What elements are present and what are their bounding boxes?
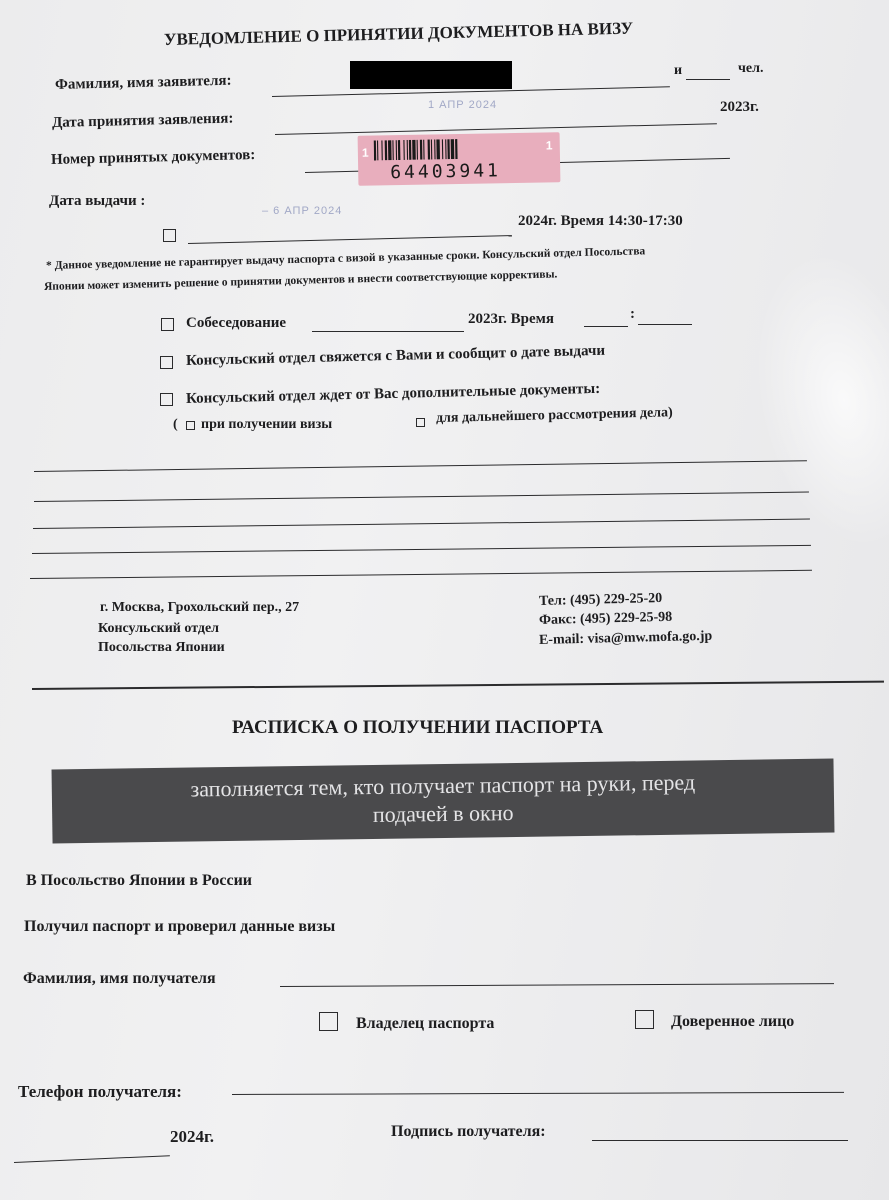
phone-label: Телефон получателя: <box>18 1082 182 1101</box>
suboption-visa: при получении визы <box>201 417 333 432</box>
barcode-bar <box>403 140 404 160</box>
instruction-banner <box>52 759 835 844</box>
barcode-bar <box>434 139 435 159</box>
barcode-bar <box>407 140 408 160</box>
date-accepted-stamp: 1 АПР 2024 <box>428 99 498 111</box>
signature-line[interactable] <box>592 1140 848 1141</box>
persons-label: чел. <box>738 61 764 76</box>
barcode-bar <box>447 139 450 159</box>
issue-date-label: Дата выдачи : <box>49 193 146 209</box>
barcode-bar <box>392 140 393 160</box>
additional-docs-checkbox[interactable] <box>160 393 173 406</box>
recipient-name-label: Фамилия, имя получателя <box>23 970 216 987</box>
date-accepted-year: 2023г. <box>720 99 759 115</box>
interview-checkbox[interactable] <box>161 318 174 331</box>
receipt-year: 2024г. <box>170 1127 215 1146</box>
redaction-block <box>350 61 512 89</box>
barcode-bar <box>445 139 446 159</box>
banner-line-2: подачей в окно <box>372 800 514 827</box>
paren-open: ( <box>173 417 178 432</box>
interview-hour-line[interactable] <box>584 326 628 327</box>
and-label: и <box>674 63 683 78</box>
sticker-mark-left: 1 <box>361 145 369 160</box>
contact-tel: Тел: (495) 229-25-20 <box>538 590 663 609</box>
barcode-bar <box>409 140 412 160</box>
notes-line-2[interactable] <box>34 492 809 502</box>
notes-line-5[interactable] <box>30 570 812 579</box>
contact-checkbox[interactable] <box>160 356 173 369</box>
suboption-visa-checkbox[interactable] <box>186 421 195 430</box>
addressee-line: В Посольство Японии в России <box>26 872 253 889</box>
doc-number-line-left <box>305 171 361 173</box>
owner-checkbox[interactable] <box>319 1012 338 1031</box>
barcode-bar <box>396 140 397 160</box>
persons-count-line[interactable] <box>686 79 730 80</box>
barcode-bar <box>374 140 377 160</box>
barcode-bar <box>381 140 382 160</box>
barcode-bar <box>420 140 423 160</box>
recipient-name-line[interactable] <box>280 983 834 987</box>
barcode-sticker <box>358 132 561 186</box>
barcode-bar <box>451 139 455 159</box>
section-divider <box>32 681 884 690</box>
proxy-option: Доверенное лицо <box>671 1013 795 1030</box>
address-line-1: г. Москва, Грохольский пер., 27 <box>100 600 300 615</box>
issue-date-line[interactable] <box>188 235 512 244</box>
proxy-checkbox[interactable] <box>635 1010 654 1029</box>
contact-option: Консульский отдел свяжется с Вами и сообщит о дате выдачи <box>185 342 606 369</box>
issue-date-stamp: – 6 АПР 2024 <box>262 205 343 217</box>
barcode-bar <box>442 139 443 159</box>
document-number: 64403941 <box>390 160 502 184</box>
date-accepted-label: Дата принятия заявления: <box>51 110 234 131</box>
plastic-glare <box>730 236 889 565</box>
applicant-label: Фамилия, имя заявителя: <box>54 72 232 93</box>
doc-number-label: Номер принятых документов: <box>50 147 256 168</box>
barcode-bar <box>385 140 388 160</box>
notes-line-4[interactable] <box>32 545 811 554</box>
doc-number-line-right <box>560 158 730 163</box>
received-line: Получил паспорт и проверил данные визы <box>24 918 336 935</box>
disclaimer-line-2: Японии может изменить решение о принятии документов и внести соответствующие коррективы. <box>43 268 558 293</box>
signature-label: Подпись получателя: <box>391 1123 546 1140</box>
notice-title: УВЕДОМЛЕНИЕ О ПРИНЯТИИ ДОКУМЕНТОВ НА ВИЗУ <box>163 18 634 49</box>
banner-line-1: заполняется тем, кто получает паспорт на руки, перед <box>190 769 696 802</box>
barcode-bar <box>388 140 392 160</box>
barcode-bar <box>436 139 440 159</box>
disclaimer-line-1: * Данное уведомление не гарантирует выдачу паспорта с визой в указанные сроки. Консульский отдел Посольства <box>45 245 646 272</box>
receipt-title: РАСПИСКА О ПОЛУЧЕНИИ ПАСПОРТА <box>232 717 604 738</box>
barcode-bar <box>417 140 418 160</box>
suboption-review-checkbox[interactable] <box>416 418 425 427</box>
issue-year-time: 2024г. Время 14:30-17:30 <box>518 213 683 229</box>
barcode-icon <box>374 138 524 161</box>
suboption-review: для дальнейшего рассмотрения дела) <box>435 405 673 426</box>
date-line[interactable] <box>14 1155 170 1163</box>
barcode-bar <box>423 140 424 160</box>
address-line-3: Посольства Японии <box>98 640 225 655</box>
interview-date-line[interactable] <box>312 331 464 332</box>
interview-label: Собеседование <box>186 315 287 331</box>
barcode-bar <box>412 140 416 160</box>
interview-year: 2023г. Время <box>468 311 554 327</box>
contact-fax: Факс: (495) 229-25-98 <box>538 609 673 628</box>
barcode-bar <box>455 139 458 159</box>
barcode-bar <box>428 140 431 160</box>
sticker-mark-right: 1 <box>545 138 553 153</box>
issue-date-checkbox[interactable] <box>163 229 176 242</box>
owner-option: Владелец паспорта <box>356 1015 495 1032</box>
barcode-bar <box>377 140 378 160</box>
interview-minute-line[interactable] <box>638 324 692 325</box>
interview-colon: : <box>630 306 635 322</box>
notes-line-3[interactable] <box>33 519 810 529</box>
barcode-bar <box>398 140 401 160</box>
contact-email: E-mail: visa@mw.mofa.go.jp <box>538 628 713 648</box>
barcode-bar <box>431 139 432 159</box>
notes-line-1[interactable] <box>34 460 807 472</box>
address-line-2: Консульский отдел <box>98 621 220 636</box>
phone-line[interactable] <box>232 1092 844 1095</box>
additional-docs-option: Консульский отдел ждет от Вас дополнительные документы: <box>185 380 601 407</box>
